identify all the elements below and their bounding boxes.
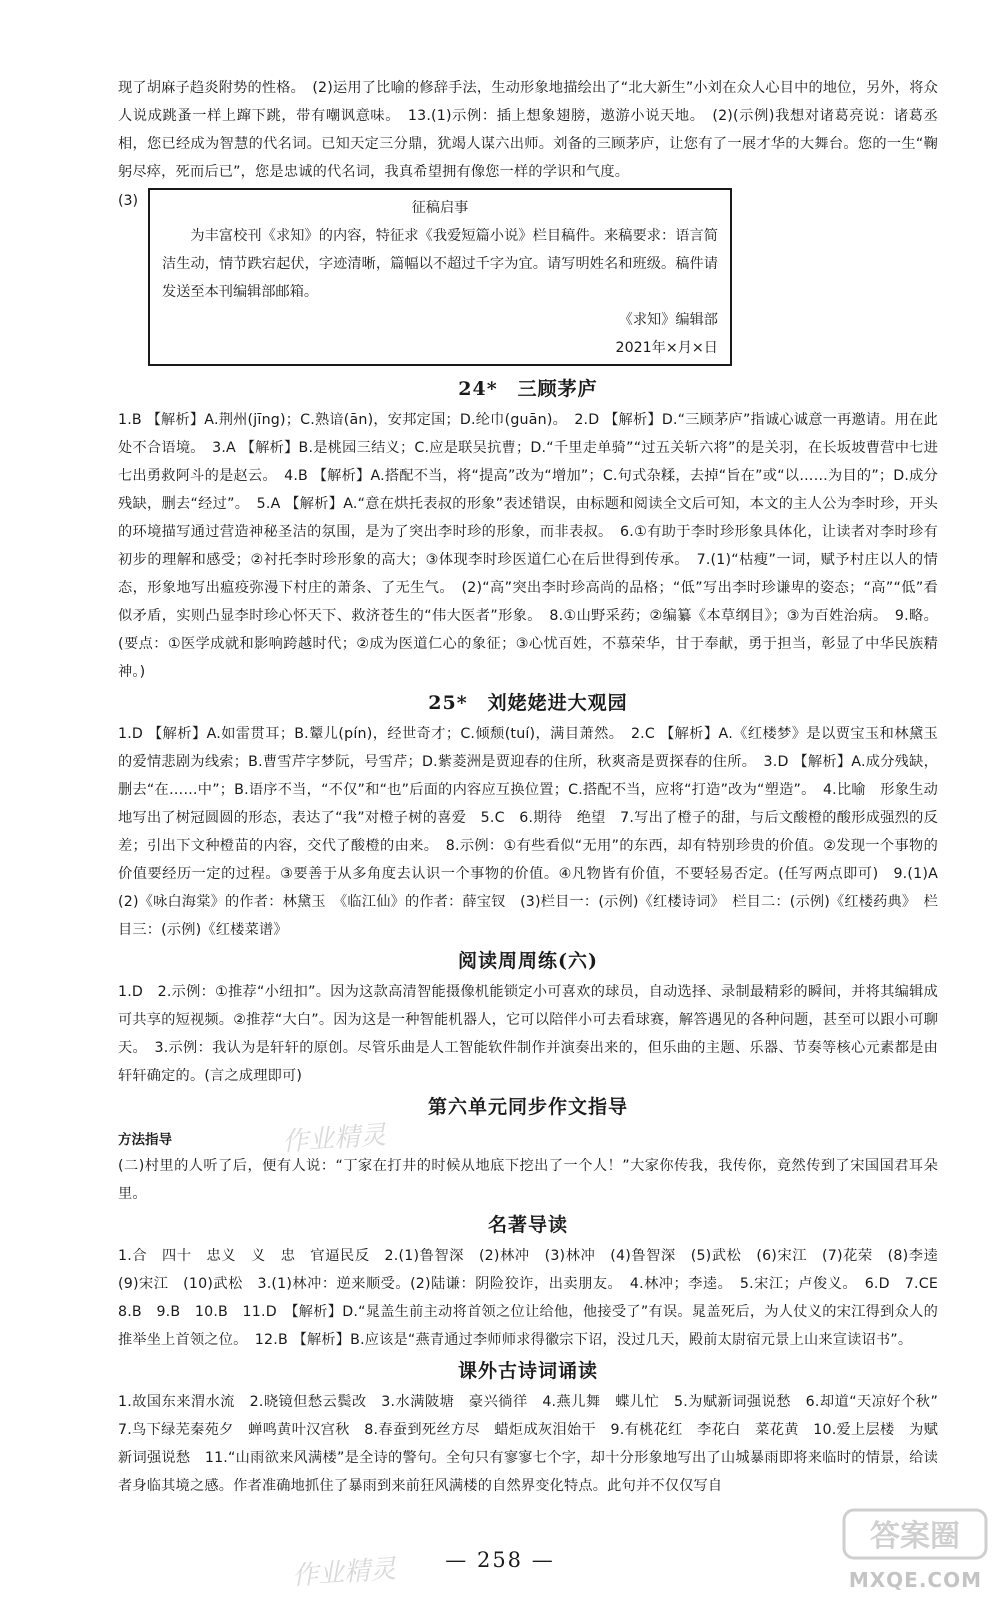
section-body: 1.D 2.示例：①推荐“小纽扣”。因为这款高清智能摄像机能锁定小可喜欢的球员，自动选择、录制最精彩的瞬间，并将其编辑成可共享的短视频。②推荐“大白”。因为这是一种智能机器人，它可以陪伴小可去看球赛，解答遇见的各种问题，甚至可以跟小可聊天。 3.示例：我认为是轩轩的原创。尽管乐曲是人工智能软件制作并演奏出来的，但乐曲的主题、乐器、节奏等核心元素都是由轩轩确定的。(言之成理即可)	[118, 984, 938, 1084]
notice-block	[118, 188, 938, 366]
notice-signature: 《求知》编辑部	[618, 312, 718, 328]
notice-number: (3)	[118, 193, 139, 209]
content-column	[118, 74, 953, 1500]
notice-date: 2021年×月×日	[615, 340, 718, 356]
submission-notice-box	[148, 188, 732, 366]
section-heading: 第六单元同步作文指导	[427, 1096, 628, 1118]
notice-body: 为丰富校刊《求知》的内容，特征求《我爱短篇小说》栏目稿件。来稿要求：语言简洁生动，情节跌宕起伏，字迹清晰，篇幅以不超过千字为宜。请写明姓名和班级。稿件请发送至本刊编辑部邮箱。	[162, 228, 718, 300]
section-heading: 名著导读	[487, 1214, 568, 1236]
section-heading: 24* 三顾茅庐	[458, 378, 598, 400]
watermark-mid: 作业精灵	[281, 1120, 388, 1158]
subsection-label: 方法指导	[118, 1132, 172, 1148]
section-heading: 25* 刘姥姥进大观园	[428, 692, 628, 714]
notice-title: 征稿启事	[411, 200, 469, 216]
svg-text:答案圈: 答案圈	[870, 1519, 960, 1554]
section-body: (二)村里的人听了后，便有人说：“丁家在打井的时候从地底下挖出了一个人！”大家你传我，我传你，竟然传到了宋国国君耳朵里。	[118, 1158, 938, 1202]
section-body: 1.故国东来渭水流 2.晓镜但愁云鬓改 3.水满陂塘 豪兴徜徉 4.燕儿舞 蝶儿忙 5.为赋新词强说愁 6.却道“天凉好个秋” 7.鸟下绿芜秦苑夕 蝉鸣黄叶汉宫秋 8.春蚕到死丝方尽 蜡炬成灰泪始干 9.有桃花红 李花白 菜花黄 10.爱上层楼 为赋新词强说愁 11.“山雨欲来风满楼”是全诗的警句。全句只有寥寥七个字，却十分形象地写出了山城暴雨即将来临时的情景，给读者身临其境之感。作者准确地抓住了暴雨到来前狂风满楼的自然界变化特点。此句并不仅仅写自	[118, 1394, 953, 1494]
continued-answers: 现了胡麻子趋炎附势的性格。 (2)运用了比喻的修辞手法，生动形象地描绘出了“北大新生”小刘在众人心目中的地位，另外，将众人说成跳蚤一样上蹿下跳，带有嘲讽意味。 13.(1)示例：插上想象翅膀，遨游小说天地。 (2)(示例)我想对诸葛亮说：诸葛丞相，您已经成为智慧的代名词。已知天定三分鼎，犹竭人谋六出师。刘备的三顾茅庐，让您有了一展才华的大舞台。您的一生“鞠躬尽瘁，死而后已”，您是忠诚的代名词，我真希望拥有像您一样的学识和气度。	[118, 80, 939, 180]
section-body: 1.合 四十 忠义 义 忠 官逼民反 2.(1)鲁智深 (2)林冲 (3)林冲 (4)鲁智深 (5)武松 (6)宋江 (7)花荣 (8)李逵 (9)宋江 (10)武松 3.(1)林冲：逆来顺受。(2)陆谦：阴险狡诈，出卖朋友。 4.林冲；李逵。 5.宋江；卢俊义。 6.D 7.CE 8.B 9.B 10.B 11.D 【解析】D.“晁盖生前主动将首领之位让给他，他接受了”有误。晁盖死后，为人仗义的宋江得到众人的推举坐上首领之位。 12.B 【解析】B.应该是“燕青通过李师师求得徽宗下诏，没过几天，殿前太尉宿元景上山来宣读诏书”。	[118, 1248, 953, 1348]
site-url: MXQE.COM	[848, 1568, 982, 1592]
site-logo-icon	[840, 1504, 990, 1564]
section-body: 1.B 【解析】A.荆州(jīng)；C.熟谙(ān)，安邦定国；D.纶巾(guān)。 2.D 【解析】D.“三顾茅庐”指诚心诚意一再邀请。用在此处不合语境。 3.A 【解析】B.是桃园三结义；C.应是联吴抗曹；D.“千里走单骑”“过五关斩六将”的是关羽，在长坂坡曹营中七进七出勇救阿斗的是赵云。 4.B 【解析】A.搭配不当，将“提高”改为“增加”；C.句式杂糅，去掉“旨在”或“以……为目的”；D.成分残缺，删去“经过”。 5.A 【解析】A.“意在烘托表叔的形象”表述错误，由标题和阅读全文后可知，本文的主人公为李时珍，开头的环境描写通过营造神秘圣洁的氛围，是为了突出李时珍的形象，而非表叔。 6.①有助于李时珍形象具体化，让读者对李时珍有初步的理解和感受；②衬托李时珍形象的高大；③体现李时珍医道仁心在后世得到传承。 7.(1)“枯瘦”一词，赋予村庄以人的情态，形象地写出瘟疫弥漫下村庄的萧条、了无生气。 (2)“高”突出李时珍高尚的品格；“低”写出李时珍谦卑的姿态；“高”“低”看似矛盾，实则凸显李时珍心怀天下、救济苍生的“伟大医者”形象。 8.①山野采药；②编纂《本草纲目》；③为百姓治病。 9.略。(要点：①医学成就和影响跨越时代；②成为医道仁心的象征；③心忧百姓，不慕荣华，甘于奉献，勇于担当，彰显了中华民族精神。)	[118, 412, 938, 680]
section-body: 1.D 【解析】A.如雷贯耳；B.颦儿(pín)，经世奇才；C.倾颓(tuí)，满目萧然。 2.C 【解析】A.《红楼梦》是以贾宝玉和林黛玉的爱情悲剧为线索；B.曹雪芹字梦阮，号雪芹；D.紫菱洲是贾迎春的住所，秋爽斋是贾探春的住所。 3.D 【解析】A.成分残缺，删去“在……中”；B.语序不当，“不仅”和“也”后面的内容应互换位置；C.搭配不当，应将“打造”改为“塑造”。 4.比喻 形象生动地写出了树冠圆圆的形态，表达了“我”对橙子树的喜爱 5.C 6.期待 绝望 7.写出了橙子的甜，与后文酸橙的酸形成强烈的反差；引出下文种橙苗的内容，交代了酸橙的由来。 8.示例：①有些看似“无用”的东西，却有特别珍贵的价值。②发现一个事物的价值要经历一定的过程。③要善于从多角度去认识一个事物的价值。④凡物皆有价值，不要轻易否定。(任写两点即可) 9.(1)A (2)《咏白海棠》的作者：林黛玉 《临江仙》的作者：薛宝钗 (3)栏目一：(示例)《红楼诗词》 栏目二：(示例)《红楼药典》 栏目三：(示例)《红楼菜谱》	[118, 726, 953, 938]
section-heading: 阅读周周练(六)	[458, 950, 598, 972]
page-number: — 258 —	[445, 1548, 555, 1572]
watermark-bottom: 作业精灵	[291, 1554, 398, 1592]
section-heading: 课外古诗词诵读	[457, 1360, 598, 1382]
